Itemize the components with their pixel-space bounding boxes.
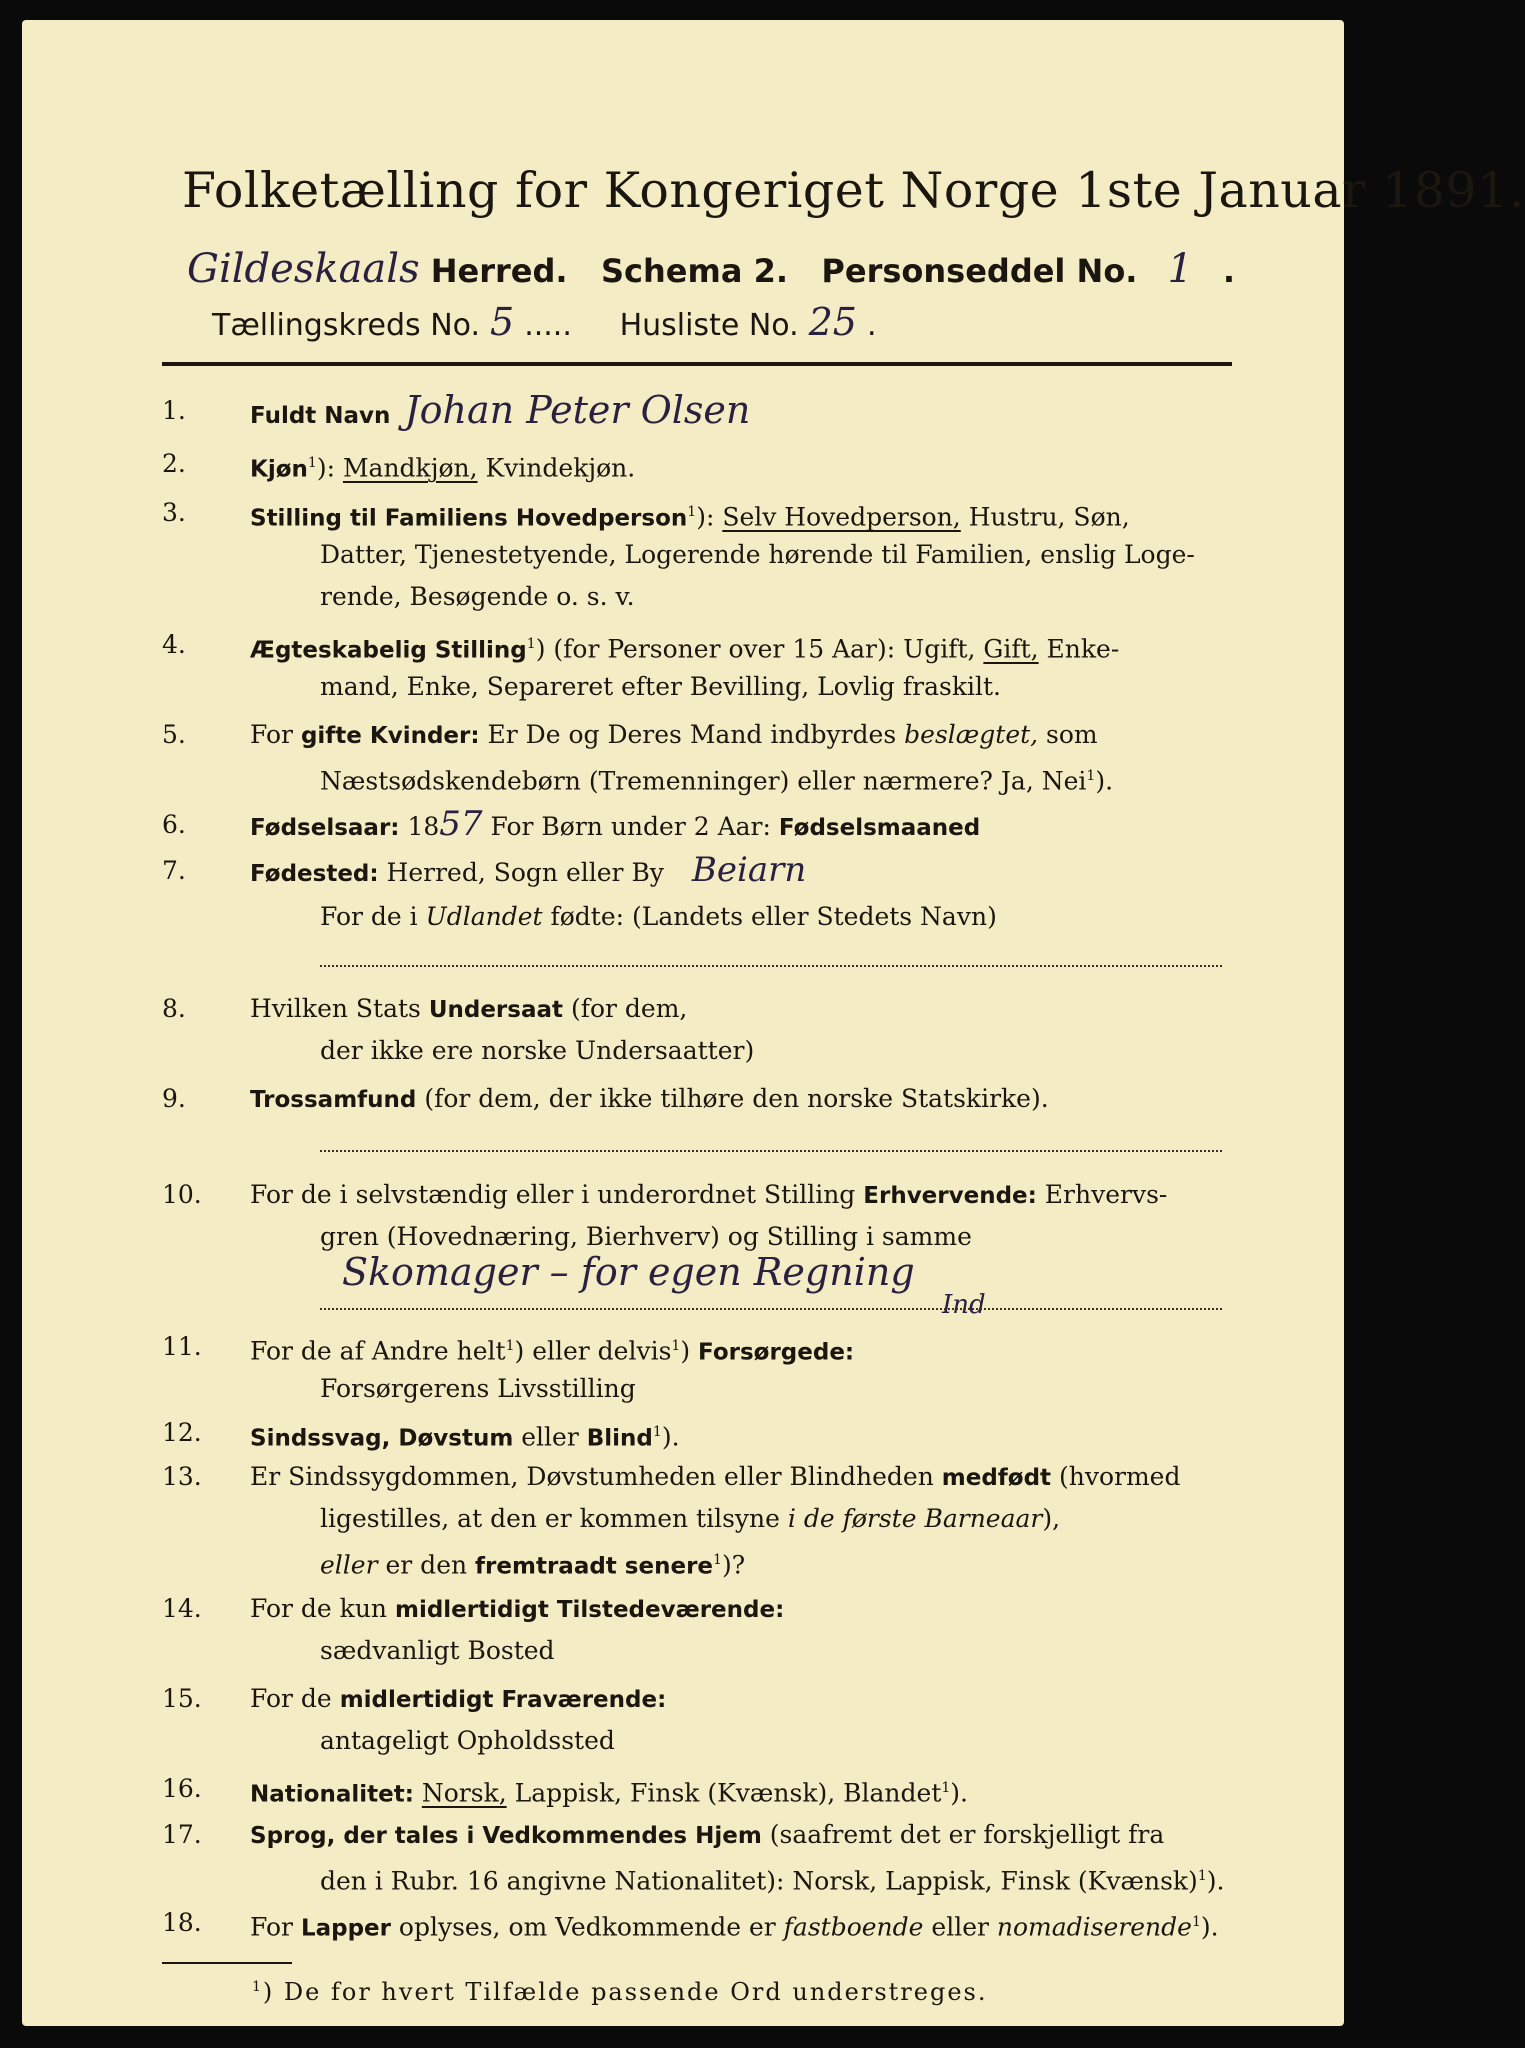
- kreds-handwriting: 5: [490, 300, 515, 344]
- schema-label: Schema 2.: [600, 252, 788, 290]
- husliste-label: Husliste No.: [619, 308, 799, 343]
- herred-handwriting: Gildeskaals: [187, 246, 420, 292]
- header-rule: [162, 362, 1232, 366]
- kreds-line: Tællingskreds No. 5 ..... Husliste No. 25 .: [212, 300, 877, 344]
- birthplace-handwriting: Beiarn: [691, 850, 807, 890]
- occupation-handwriting: Skomager – for egen Regning: [342, 1250, 915, 1294]
- husliste-handwriting: 25: [808, 300, 857, 344]
- herred-line: Gildeskaals Herred. Schema 2. Personseddel No. 1 .: [187, 246, 1236, 292]
- dotted-line: [320, 965, 1222, 967]
- kreds-label: Tællingskreds No.: [212, 308, 480, 343]
- dotted-line: [320, 1308, 1222, 1310]
- personseddel-handwriting: 1: [1167, 246, 1193, 292]
- herred-label: Herred.: [430, 252, 568, 290]
- occupation-note-handwriting: Ind: [942, 1290, 986, 1320]
- dotted-line: [320, 1150, 1222, 1152]
- form-title: Folketælling for Kongeriget Norge 1ste Januar 1891.: [182, 162, 1525, 219]
- footnote-rule: [162, 1962, 292, 1964]
- birthyear-handwriting: 57: [439, 804, 483, 844]
- name-handwriting: Johan Peter Olsen: [404, 388, 751, 432]
- footnote: $^1$) De for hvert Tilfælde passende Ord understreges.: [252, 1978, 988, 2006]
- census-form-sheet: Folketælling for Kongeriget Norge 1ste Januar 1891. Gildeskaals Herred. Schema 2. Personseddel No. 1 . Tællingskreds No. 5 ..... Husliste No. 25 . 1. Fuldt Navn Johan Peter Olsen 2. Kjøn$^1$): Mandkjøn, Kvindekjøn. 3. Stilling til Familiens Hovedperson$^1$): Selv Hovedperson, Hustru, Søn, Datter, Tjenestetyende, Logerende hørende til Familien, enslig Loge- rende, Besøgende o. s. v. 4. Ægteskabelig Stilling$^1$) (for Personer over 15 Aar): Ugift, Gift, Enke- mand, Enke, Separeret efter Bevilling, Lovlig fraskilt. 5. For gifte Kvinder: Er De og Deres Mand indbyrdes beslægtet, som Næstsødskendebørn (Tremenninger) eller nærmere? Ja, Nei$^1$). 6. Fødselsaar: 1857 For Børn under 2 Aar: Fødselsmaaned 7. Fødested: Herred, Sogn eller By Beiarn For de i Udlandet fødte: (Landets eller Stedets Navn) 8. Hvilken Stats Undersaat (for dem, der ikke ere norske Undersaatter) 9. Trossamfund (for dem, der ikke tilhøre den norske Statskirke). 10. For de i selvstændig eller i underordnet Stilling Erhvervende: Erhvervs- gren (Hovednæring, Bierhverv) og Stilling i samme Skomager – for egen Regning Ind 11. For de af Andre helt$^1$) eller delvis$^1$) Forsørgede: Forsørgerens Livsstilling 12. Sindssvag, Døvstum eller Blind$^1$). 13. Er Sindssygdommen, Døvstumheden eller Blindheden medfødt (hvormed ligestilles, at den er kommen tilsyne i de første Barneaar), eller er den fremtraadt senere$^1$)? 14. For de kun midlertidigt Tilstedeværende: sædvanligt Bosted 15. For de midlertidigt Fraværende: antageligt Opholdssted 16. Nationalitet: Norsk, Lappisk, Finsk (Kvænsk), Blandet$^1$). 17. Sprog, der tales i Vedkommendes Hjem (saafremt det er forskjelligt fra den i Rubr. 16 angivne Nationalitet): Norsk, Lappisk, Finsk (Kvænsk)$^1$). 18. For Lapper oplyses, om Vedkommende er fastboende eller nomadiserende$^1$). $^1$) De for hvert Tilfælde passende Ord understreges.: [22, 20, 1344, 2026]
- personseddel-label: Personseddel No.: [821, 252, 1138, 290]
